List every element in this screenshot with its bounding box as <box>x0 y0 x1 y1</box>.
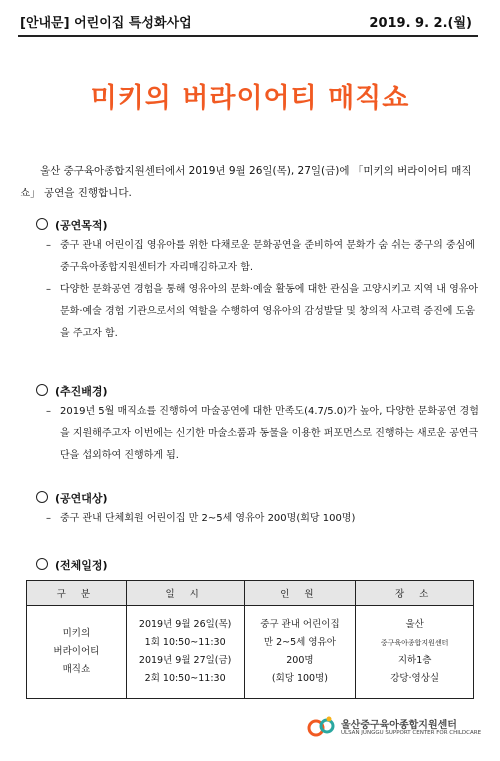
schedule-table <box>26 580 474 699</box>
section-heading: (공연대상) <box>55 492 108 505</box>
circle-bullet-icon <box>36 218 48 230</box>
section-heading: (공연목적) <box>55 219 108 232</box>
datetime-cell: 2019년 9월 26일(목) 1회 10:50~11:30 2019년 9월 27일(금) 2회 10:50~11:30 <box>126 606 244 699</box>
list-item: – 다양한 문화공연 경험을 통해 영유아의 문화·예술 활동에 대한 관심을 고양시키고 지역 내 영유아 문화·예술 경험 기관으로서의 역할을 수행하여 영유아의 감성발달 및 창의적 사고력 증진에 도움을 주고자 함. <box>46 284 479 339</box>
logo-english-name: ULSAN JUNGGU SUPPORT CENTER FOR CHILDCARE <box>341 730 482 736</box>
header-label: [안내문] 어린이집 특성화사업 <box>20 16 192 31</box>
circle-bullet-icon <box>36 491 48 503</box>
header-divider <box>18 35 478 37</box>
column-header: 일 시 <box>126 581 244 606</box>
list-item: – 중구 관내 단체회원 어린이집 만 2~5세 영유아 200명(회당 100명) <box>46 513 356 524</box>
header-date: 2019. 9. 2.(월) <box>369 16 472 31</box>
column-header: 장 소 <box>356 581 474 606</box>
table-header-row <box>27 581 474 606</box>
list-item: – 중구 관내 어린이집 영유아를 위한 다채로운 문화공연을 준비하여 문화가 숨 쉬는 중구의 중심에 중구육아종합지원센터가 자리매김하고자 함. <box>46 240 475 273</box>
page-title: 미키의 버라이어티 매직쇼 <box>90 83 410 114</box>
section-audience <box>36 490 480 530</box>
column-header: 인 원 <box>244 581 356 606</box>
column-header: 구 분 <box>27 581 127 606</box>
table-row <box>27 606 474 699</box>
list-item: – 2019년 5월 매직쇼를 진행하여 마술공연에 대한 만족도(4.7/5.0)가 높아, 다양한 문화공연 경험을 지원해주고자 이번에는 신기한 마술소품과 동물을 이용한 퍼포먼스로 진행하는 새로운 공연극단을 섭외하여 진행하게 됨. <box>46 406 479 461</box>
intro-paragraph: 울산 중구육아종합지원센터에서 2019년 9월 26일(목), 27일(금)에 「미키의 버라이어티 매직쇼」 공연을 진행합니다. <box>20 165 472 199</box>
center-logo-icon <box>307 714 337 742</box>
people-cell: 중구 관내 어린이집 만 2~5세 영유아 200명 (회당 100명) <box>244 606 356 699</box>
section-schedule <box>36 557 480 575</box>
section-heading: (추진배경) <box>55 385 108 398</box>
center-logo <box>307 714 482 744</box>
circle-bullet-icon <box>36 384 48 396</box>
section-background <box>36 383 480 467</box>
circle-bullet-icon <box>36 558 48 570</box>
section-heading: (전체일정) <box>55 559 108 572</box>
program-cell: 미키의 버라이어티 매직쇼 <box>27 606 127 699</box>
logo-korean-name: 울산중구육아종합지원센터 <box>341 720 457 731</box>
document-header <box>20 12 472 32</box>
place-cell: 울산 중구육아종합지원센터 지하1층 강당·영상실 <box>356 606 474 699</box>
section-purpose <box>36 217 480 345</box>
